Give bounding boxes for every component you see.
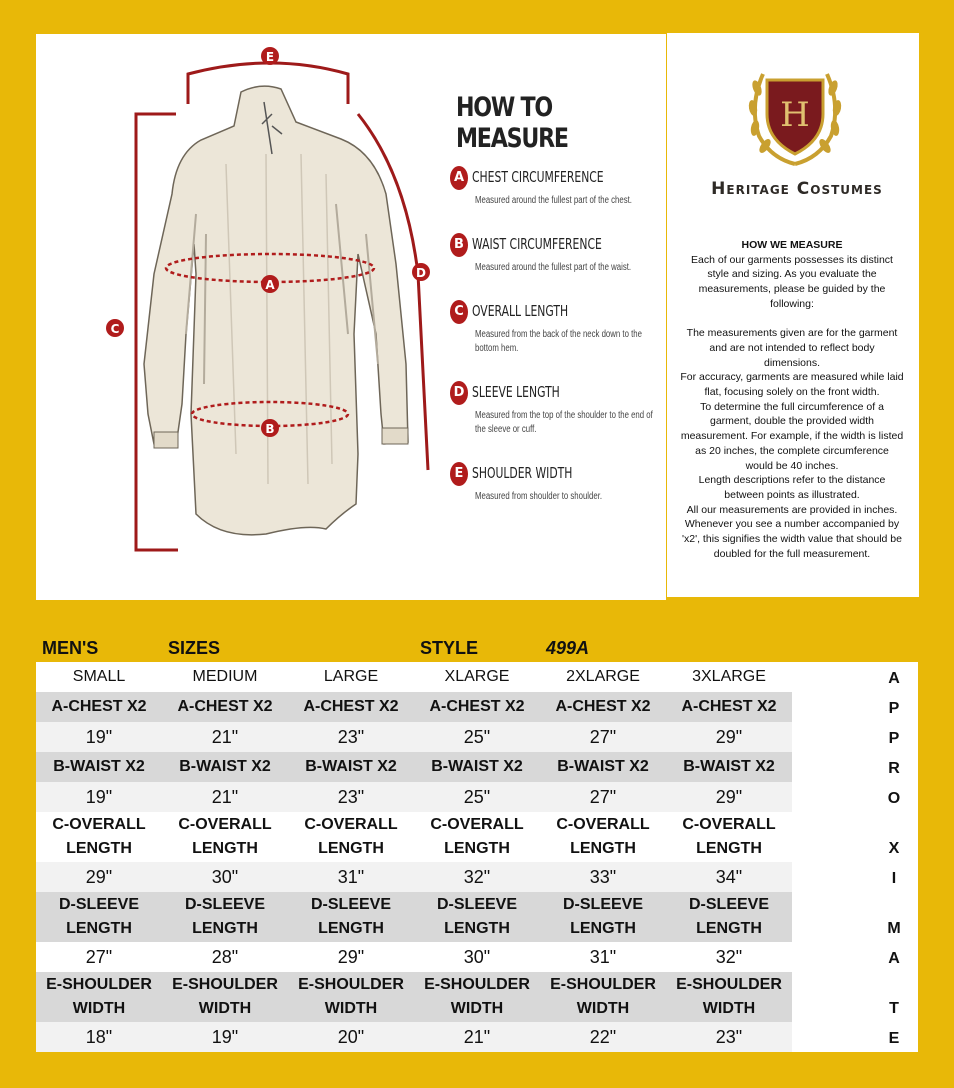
approximate-letter: M (887, 920, 901, 937)
measure-description: Measured around the fullest part of the chest. (475, 195, 632, 206)
how-we-measure-line: dimensions. (763, 356, 821, 369)
diagram-letter-c: C (110, 322, 120, 336)
how-we-measure-line: 'x2', this signifies the width value that should be (682, 533, 902, 546)
size-names-row (36, 662, 792, 692)
table-cell: 33" (589, 867, 617, 887)
how-we-measure-line: Whenever you see a number accompanied by (684, 518, 900, 531)
how-we-measure-line: The measurements given are for the garment (686, 327, 898, 340)
table-cell: B-WAIST X2 (557, 758, 649, 775)
measure-label: SLEEVE LENGTH (472, 383, 560, 401)
how-we-measure-line: Each of our garments possesses its distinct (691, 253, 893, 266)
letter-badge-b: B (450, 233, 468, 257)
approximate-letter: R (888, 760, 900, 777)
how-we-measure-title: HOW WE MEASURE (741, 239, 843, 251)
table-cell: C-OVERALL LENGTH (430, 816, 524, 857)
table-cell: D-SLEEVE LENGTH (310, 896, 391, 937)
table-cell: A-CHEST X2 (681, 698, 777, 715)
table-cell: 23" (337, 727, 365, 747)
table-cell: 29" (715, 727, 743, 747)
table-cell: D-SLEEVE LENGTH (562, 896, 643, 937)
how-we-measure-line: flat, focusing solely on the front width. (704, 386, 880, 399)
table-cell: 23" (337, 787, 365, 807)
table-cell: 34" (715, 867, 743, 887)
table-cell: A-CHEST X2 (555, 698, 651, 715)
measure-description: Measured from shoulder to shoulder. (475, 491, 603, 502)
how-we-measure-line: garment, double the provided width (709, 415, 875, 428)
how-we-measure-text (672, 238, 912, 561)
measure-values-row (36, 782, 792, 812)
style-number: 499A (546, 638, 590, 658)
how-we-measure-line: as 20 inches, the complete circumference (695, 444, 889, 457)
how-to-measure-title: HOW TO MEASURE (456, 92, 568, 154)
diagram-letter-b: B (265, 422, 275, 436)
sizes-label: SIZES (168, 638, 221, 658)
how-we-measure-line: following: (770, 297, 814, 310)
table-cell: XLARGE (444, 668, 510, 685)
table-cell: 31" (337, 867, 365, 887)
table-cell: D-SLEEVE LENGTH (58, 896, 139, 937)
letter-badge-d: D (450, 381, 468, 405)
table-cell: 28" (211, 947, 239, 967)
table-cell: D-SLEEVE LENGTH (688, 896, 769, 937)
measure-description: Measured from the back of the neck down to the bottom hem. (475, 329, 642, 354)
diagram-letter-e: E (265, 50, 275, 64)
brand-name: Heritage Costumes (711, 179, 883, 199)
table-cell: B-WAIST X2 (179, 758, 271, 775)
how-we-measure-line: between points as illustrated. (724, 488, 860, 501)
table-cell: 23" (715, 1027, 743, 1047)
table-cell: 20" (337, 1027, 365, 1047)
table-cell: E-SHOULDER WIDTH (46, 976, 152, 1017)
table-cell: C-OVERALL LENGTH (178, 816, 272, 857)
measure-label-row (36, 752, 792, 782)
how-we-measure-line: To determine the full circumference of a (700, 400, 884, 413)
table-cell: LARGE (323, 668, 379, 685)
how-we-measure-line: All our measurements are provided in inches. (686, 503, 898, 516)
table-cell: C-OVERALL LENGTH (682, 816, 776, 857)
table-cell: C-OVERALL LENGTH (52, 816, 146, 857)
table-cell: A-CHEST X2 (51, 698, 147, 715)
measure-label-row (36, 692, 792, 722)
table-cell: 25" (463, 787, 491, 807)
table-cell: 29" (85, 867, 113, 887)
measure-label: WAIST CIRCUMFERENCE (472, 235, 602, 253)
approximate-letter: O (887, 790, 901, 807)
approximate-letter: P (888, 700, 900, 717)
measure-values-row (36, 722, 792, 752)
table-cell: 21" (211, 787, 239, 807)
measure-label-row (36, 812, 792, 862)
how-we-measure-body (672, 253, 912, 562)
table-cell: E-SHOULDER WIDTH (424, 976, 530, 1017)
how-we-measure-line: and are not intended to reflect body (709, 341, 875, 354)
how-we-measure-line: doubled for the full measurement. (713, 547, 871, 560)
approximate-letter: X (888, 840, 900, 857)
measure-values-row (36, 862, 792, 892)
how-we-measure-line: Length descriptions refer to the distance (698, 474, 886, 487)
table-cell: 19" (85, 787, 113, 807)
table-cell: 2XLARGE (566, 668, 640, 685)
table-cell: B-WAIST X2 (683, 758, 775, 775)
table-cell: 3XLARGE (692, 668, 766, 685)
table-cell: B-WAIST X2 (53, 758, 145, 775)
table-cell: E-SHOULDER WIDTH (676, 976, 782, 1017)
table-cell: 30" (463, 947, 491, 967)
how-we-measure-line: measurement. For example, if the width is listed (680, 430, 904, 443)
approximate-letter: A (888, 950, 900, 967)
how-we-measure-line: For accuracy, garments are measured while laid (680, 371, 904, 384)
letter-badge-c: C (450, 300, 468, 324)
how-we-measure-line: measurements, please be guided by the (698, 283, 886, 296)
table-cell: MEDIUM (192, 668, 258, 685)
approximate-letter: P (888, 730, 900, 747)
approximate-letter: I (891, 870, 897, 887)
measure-values-row (36, 1022, 792, 1052)
table-cell: SMALL (72, 668, 126, 685)
how-we-measure-line: style and sizing. As you evaluate the (707, 268, 877, 281)
table-cell: 30" (211, 867, 239, 887)
table-cell: 27" (589, 787, 617, 807)
table-cell: 27" (85, 947, 113, 967)
letter-badge-a: A (450, 166, 468, 190)
style-label: STYLE (420, 638, 479, 658)
approximate-letter: A (888, 670, 900, 687)
measure-description: Measured around the fullest part of the waist. (475, 262, 632, 273)
table-cell: 22" (589, 1027, 617, 1047)
table-cell: 21" (211, 727, 239, 747)
diagram-letter-a: A (265, 278, 275, 292)
diagram-letter-d: D (416, 266, 426, 280)
table-cell: 21" (463, 1027, 491, 1047)
table-cell: 19" (211, 1027, 239, 1047)
heritage-crest-icon (745, 66, 845, 170)
table-cell: A-CHEST X2 (429, 698, 525, 715)
measure-label-row (36, 892, 792, 942)
table-cell: C-OVERALL LENGTH (304, 816, 398, 857)
table-cell: 32" (463, 867, 491, 887)
table-cell: 29" (715, 787, 743, 807)
size-table (36, 662, 918, 1052)
table-cell: D-SLEEVE LENGTH (436, 896, 517, 937)
measure-description: Measured from the top of the shoulder to the end of the sleeve or cuff. (475, 410, 653, 435)
table-cell: D-SLEEVE LENGTH (184, 896, 265, 937)
table-cell: 18" (85, 1027, 113, 1047)
measure-values-row (36, 942, 792, 972)
crest-letter: H (780, 95, 810, 135)
mens-label: MEN'S (42, 638, 99, 658)
approximate-letter: E (888, 1030, 900, 1047)
table-cell: 32" (715, 947, 743, 967)
measure-guide-panel (36, 34, 666, 600)
table-cell: 27" (589, 727, 617, 747)
table-cell: B-WAIST X2 (431, 758, 523, 775)
measure-label-row (36, 972, 792, 1022)
table-cell: A-CHEST X2 (177, 698, 273, 715)
table-cell: A-CHEST X2 (303, 698, 399, 715)
measure-label: OVERALL LENGTH (472, 302, 569, 320)
measure-label: CHEST CIRCUMFERENCE (472, 168, 604, 186)
table-cell: 29" (337, 947, 365, 967)
table-cell: C-OVERALL LENGTH (556, 816, 650, 857)
measure-label: SHOULDER WIDTH (472, 464, 573, 482)
table-cell: 31" (589, 947, 617, 967)
table-cell: B-WAIST X2 (305, 758, 397, 775)
approximate-letter: T (889, 1000, 899, 1017)
how-we-measure-line: would be 40 inches. (745, 459, 839, 472)
table-cell: E-SHOULDER WIDTH (298, 976, 404, 1017)
table-cell: 25" (463, 727, 491, 747)
letter-badge-e: E (450, 462, 468, 486)
table-cell: 19" (85, 727, 113, 747)
table-cell: E-SHOULDER WIDTH (550, 976, 656, 1017)
table-cell: E-SHOULDER WIDTH (172, 976, 278, 1017)
how-we-measure-line (672, 312, 912, 327)
